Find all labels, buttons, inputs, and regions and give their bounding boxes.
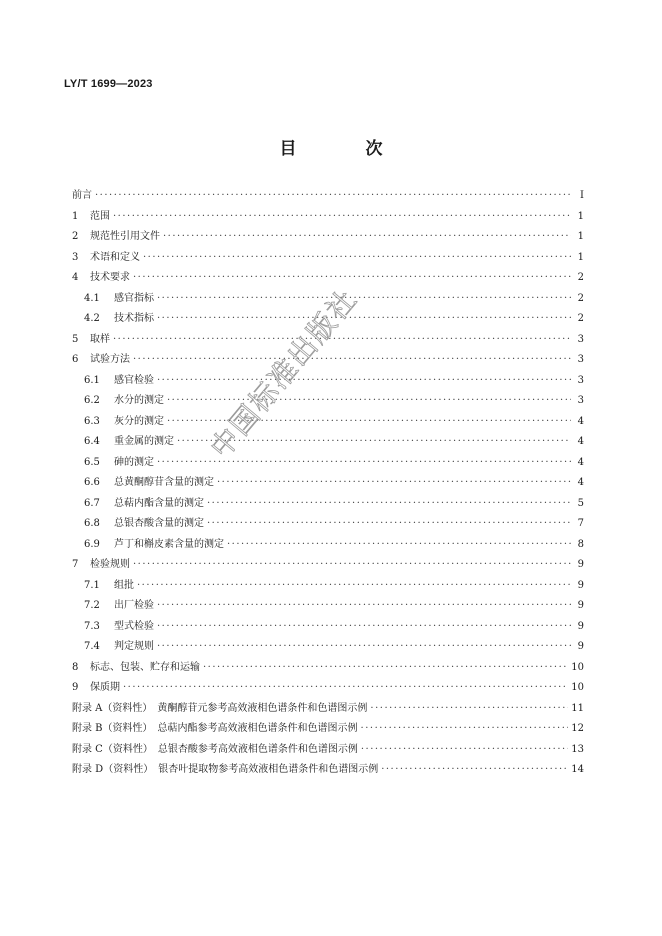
toc-entry-number: 4 xyxy=(72,272,79,283)
toc-entry-number: 2 xyxy=(72,231,79,242)
dot-leader xyxy=(163,227,571,248)
dot-leader xyxy=(361,740,568,761)
toc-entry-page: 12 xyxy=(571,723,584,734)
toc-entry[interactable] xyxy=(72,350,584,371)
dot-leader xyxy=(227,535,571,556)
dot-leader xyxy=(113,207,571,228)
toc-entry[interactable] xyxy=(72,309,584,330)
toc-entry-label: 检验规则 xyxy=(90,559,130,570)
dot-leader xyxy=(143,248,571,269)
toc-entry-number: 3 xyxy=(72,251,79,263)
toc-entry-label: 取样 xyxy=(90,333,110,345)
toc-entry-label: 附录 A（资料性） 黄酮醇苷元参考高效液相色谱条件和色谱图示例 xyxy=(72,702,368,714)
toc-entry-page: I xyxy=(580,190,584,201)
toc-entry-label: 芦丁和槲皮素含量的测定 xyxy=(114,538,224,550)
toc-entry[interactable] xyxy=(72,432,584,453)
toc-entry-label: 规范性引用文件 xyxy=(90,231,160,242)
toc-entry[interactable] xyxy=(72,740,584,761)
toc-entry-page: 9 xyxy=(577,620,584,632)
toc-entry-page: 3 xyxy=(577,395,584,406)
toc-entry[interactable] xyxy=(72,699,584,720)
toc-entry-number: 5 xyxy=(72,333,79,345)
dot-leader xyxy=(177,432,571,453)
dot-leader xyxy=(95,186,571,207)
dot-leader xyxy=(157,371,571,392)
toc-entry-number: 9 xyxy=(72,682,79,693)
dot-leader xyxy=(157,596,571,617)
dot-leader xyxy=(167,412,571,433)
toc-entry[interactable] xyxy=(72,289,584,310)
toc-entry-number: 6.2 xyxy=(84,395,100,406)
toc-entry-number: 6.6 xyxy=(84,477,100,488)
toc-entry-label: 水分的测定 xyxy=(114,395,164,406)
toc-entry-page: 11 xyxy=(571,702,584,714)
toc-entry[interactable] xyxy=(72,227,584,248)
toc-entry-label: 术语和定义 xyxy=(90,251,140,263)
standard-code: LY/T 1699—2023 xyxy=(64,78,153,90)
toc-entry-number: 7 xyxy=(72,559,79,570)
toc-entry-page: 1 xyxy=(577,210,584,222)
toc-entry-page: 2 xyxy=(577,292,584,304)
toc-entry[interactable] xyxy=(72,576,584,597)
dot-leader xyxy=(203,658,568,679)
toc-entry[interactable] xyxy=(72,658,584,679)
toc-entry-label: 前言 xyxy=(72,190,92,201)
toc-entry[interactable] xyxy=(72,555,584,576)
toc-entry-page: 3 xyxy=(577,374,584,386)
toc-entry-number: 6.3 xyxy=(84,415,100,427)
toc-entry-label: 试验方法 xyxy=(90,354,130,365)
toc-entry-page: 3 xyxy=(577,333,584,345)
toc-entry-page: 4 xyxy=(577,456,584,468)
dot-leader xyxy=(133,350,571,371)
dot-leader xyxy=(133,268,571,289)
dot-leader xyxy=(370,699,568,720)
toc-entry-page: 1 xyxy=(577,231,584,242)
toc-entry-number: 6.1 xyxy=(84,374,100,386)
toc-entry-number: 1 xyxy=(72,210,79,222)
dot-leader xyxy=(157,289,571,310)
toc-entry-label: 总萜内酯含量的测定 xyxy=(114,497,204,509)
toc-entry-page: 4 xyxy=(577,477,584,488)
toc-entry-number: 8 xyxy=(72,661,79,673)
toc-entry[interactable] xyxy=(72,391,584,412)
toc-entry-label: 判定规则 xyxy=(114,641,154,652)
toc-entry[interactable] xyxy=(72,596,584,617)
publisher-watermark: 中国标准出版社 xyxy=(203,282,365,465)
toc-entry-page: 10 xyxy=(571,682,584,693)
dot-leader xyxy=(113,330,571,351)
toc-entry-page: 9 xyxy=(577,579,584,591)
toc-entry-page: 4 xyxy=(577,415,584,427)
toc-entry-page: 7 xyxy=(577,518,584,529)
toc-entry[interactable] xyxy=(72,719,584,740)
toc-entry-label: 保质期 xyxy=(90,682,120,693)
toc-entry-label: 出厂检验 xyxy=(114,600,154,611)
toc-entry-page: 9 xyxy=(577,641,584,652)
toc-entry[interactable] xyxy=(72,330,584,351)
toc-entry-page: 2 xyxy=(577,313,584,324)
toc-entry-page: 10 xyxy=(571,661,584,673)
toc-entry[interactable] xyxy=(72,453,584,474)
dot-leader xyxy=(157,617,571,638)
toc-entry[interactable] xyxy=(72,494,584,515)
toc-entry-label: 标志、包装、贮存和运输 xyxy=(90,661,200,673)
table-of-contents xyxy=(72,186,584,781)
toc-entry[interactable] xyxy=(72,678,584,699)
toc-entry[interactable] xyxy=(72,617,584,638)
dot-leader xyxy=(207,514,571,535)
toc-entry-label: 附录 D（资料性） 银杏叶提取物参考高效液相色谱条件和色谱图示例 xyxy=(72,764,379,775)
toc-entry-label: 砷的测定 xyxy=(114,456,154,468)
toc-entry-label: 型式检验 xyxy=(114,620,154,632)
dot-leader xyxy=(207,494,571,515)
toc-entry[interactable] xyxy=(72,535,584,556)
toc-entry-number: 7.1 xyxy=(84,579,100,591)
dot-leader xyxy=(123,678,568,699)
toc-entry-label: 范围 xyxy=(90,210,110,222)
toc-entry[interactable] xyxy=(72,473,584,494)
toc-entry-number: 7.4 xyxy=(84,641,100,652)
dot-leader xyxy=(167,391,571,412)
toc-entry[interactable] xyxy=(72,637,584,658)
toc-entry-page: 2 xyxy=(577,272,584,283)
toc-entry[interactable] xyxy=(72,412,584,433)
toc-entry[interactable] xyxy=(72,186,584,207)
toc-entry-label: 感官指标 xyxy=(114,292,154,304)
toc-entry-number: 6.4 xyxy=(84,436,100,447)
toc-entry-label: 技术指标 xyxy=(114,313,154,324)
toc-entry-page: 3 xyxy=(577,354,584,365)
toc-entry-page: 4 xyxy=(577,436,584,447)
toc-entry-label: 技术要求 xyxy=(90,272,130,283)
toc-entry-number: 6.5 xyxy=(84,456,100,468)
toc-entry-number: 7.3 xyxy=(84,620,100,632)
toc-entry-label: 重金属的测定 xyxy=(114,436,174,447)
toc-entry-page: 1 xyxy=(577,251,584,263)
toc-entry-number: 6 xyxy=(72,354,79,365)
toc-entry-page: 5 xyxy=(577,497,584,509)
dot-leader xyxy=(157,453,571,474)
toc-entry-page: 8 xyxy=(577,538,584,550)
toc-entry-label: 附录 C（资料性） 总银杏酸参考高效液相色谱条件和色谱图示例 xyxy=(72,743,358,755)
toc-entry-label: 组批 xyxy=(114,579,134,591)
dot-leader xyxy=(137,576,571,597)
toc-entry[interactable] xyxy=(72,207,584,228)
toc-entry-page: 9 xyxy=(577,600,584,611)
toc-entry-page: 9 xyxy=(577,559,584,570)
toc-entry-number: 6.8 xyxy=(84,518,100,529)
toc-entry-label: 总银杏酸含量的测定 xyxy=(114,518,204,529)
dot-leader xyxy=(361,719,569,740)
toc-entry[interactable] xyxy=(72,760,584,781)
toc-entry-label: 总黄酮醇苷含量的测定 xyxy=(114,477,214,488)
toc-entry-page: 13 xyxy=(571,743,584,755)
toc-entry[interactable] xyxy=(72,248,584,269)
toc-entry-number: 4.1 xyxy=(84,292,100,304)
toc-entry-number: 6.9 xyxy=(84,538,100,550)
dot-leader xyxy=(157,637,571,658)
toc-entry[interactable] xyxy=(72,268,584,289)
dot-leader xyxy=(157,309,571,330)
toc-entry-number: 7.2 xyxy=(84,600,100,611)
toc-entry-label: 灰分的测定 xyxy=(114,415,164,427)
toc-entry-label: 附录 B（资料性） 总萜内酯参考高效液相色谱条件和色谱图示例 xyxy=(72,723,358,734)
toc-entry[interactable] xyxy=(72,514,584,535)
dot-leader xyxy=(133,555,571,576)
page-title: 目 次 xyxy=(279,139,409,159)
dot-leader xyxy=(381,760,568,781)
dot-leader xyxy=(217,473,571,494)
toc-entry-number: 6.7 xyxy=(84,497,100,509)
toc-entry[interactable] xyxy=(72,371,584,392)
toc-entry-page: 14 xyxy=(571,764,584,775)
toc-entry-label: 感官检验 xyxy=(114,374,154,386)
toc-entry-number: 4.2 xyxy=(84,313,100,324)
